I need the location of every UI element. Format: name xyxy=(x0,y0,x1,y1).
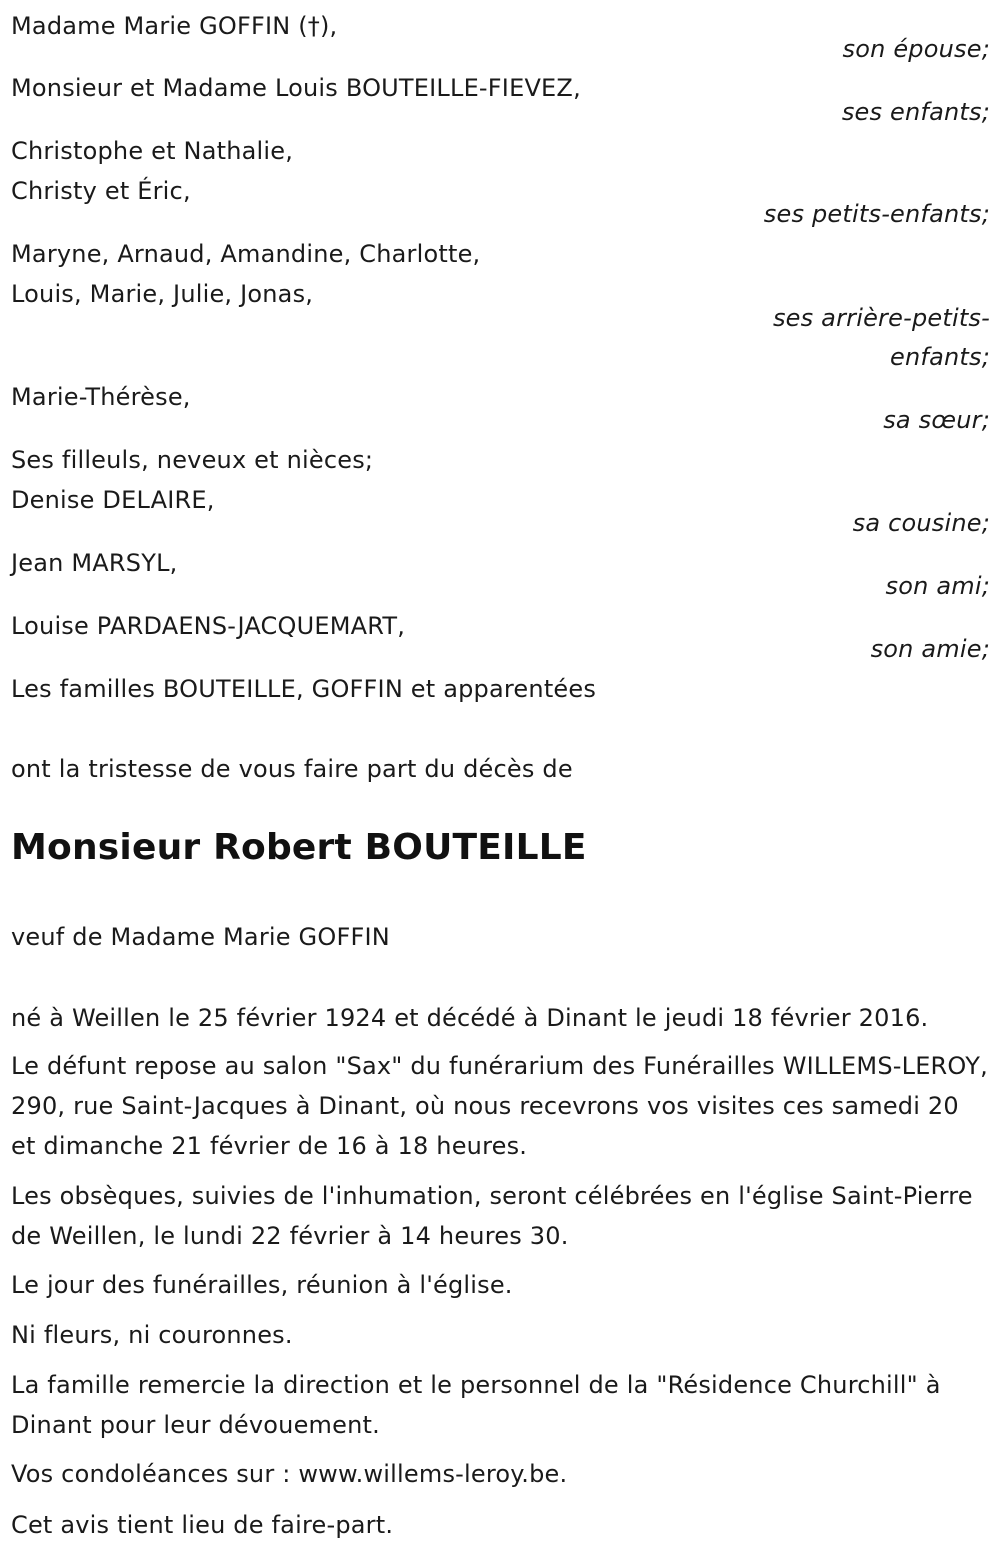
flowers-paragraph: Ni fleurs, ni couronnes. xyxy=(11,1321,293,1349)
family-line: Christophe et Nathalie, xyxy=(11,137,294,165)
family-line: Ses filleuls, neveux et nièces; xyxy=(11,446,374,474)
widower-line: veuf de Madame Marie GOFFIN xyxy=(11,923,390,951)
family-line: Madame Marie GOFFIN (†), xyxy=(11,12,338,40)
relation-label: enfants; xyxy=(890,343,990,371)
family-line: Denise DELAIRE, xyxy=(11,486,215,514)
notice-paragraph: Cet avis tient lieu de faire-part. xyxy=(11,1511,394,1539)
meeting-paragraph: Le jour des funérailles, réunion à l'église. xyxy=(11,1271,513,1299)
relation-label: sa sœur; xyxy=(883,406,990,434)
family-line: Marie-Thérèse, xyxy=(11,383,191,411)
announcement-text: ont la tristesse de vous faire part du décès de xyxy=(11,755,573,783)
family-line: Monsieur et Madame Louis BOUTEILLE-FIEVEZ, xyxy=(11,74,581,102)
birth-death-paragraph: né à Weillen le 25 février 1924 et décédé à Dinant le jeudi 18 février 2016. xyxy=(11,1004,929,1032)
family-line: Christy et Éric, xyxy=(11,177,191,205)
family-line: Maryne, Arnaud, Amandine, Charlotte, xyxy=(11,240,481,268)
deceased-name: Monsieur Robert BOUTEILLE xyxy=(11,827,587,868)
relation-label: ses arrière-petits- xyxy=(772,304,990,332)
relation-label: son ami; xyxy=(885,572,990,600)
relation-label: ses petits-enfants; xyxy=(763,200,990,228)
family-line: Louise PARDAENS-JACQUEMART, xyxy=(11,612,406,640)
relation-label: sa cousine; xyxy=(852,509,990,537)
family-line: Les familles BOUTEILLE, GOFFIN et apparentées xyxy=(11,675,597,703)
visitation-paragraph: Le défunt repose au salon "Sax" du funérarium des Funérailles WILLEMS-LEROY, 290, rue Saint-Jacques à Dinant, où nous recevrons vos visites ces samedi 20 et dimanche 21 février de 16 à 18 heures. xyxy=(11,1052,988,1160)
funeral-paragraph: Les obsèques, suivies de l'inhumation, seront célébrées en l'église Saint-Pierre de Weillen, le lundi 22 février à 14 heures 30. xyxy=(11,1182,973,1250)
thanks-paragraph: La famille remercie la direction et le personnel de la "Résidence Churchill" à Dinant pour leur dévouement. xyxy=(11,1371,941,1439)
relation-label: son amie; xyxy=(870,635,990,663)
family-line: Louis, Marie, Julie, Jonas, xyxy=(11,280,314,308)
relation-label: ses enfants; xyxy=(841,98,990,126)
relation-label: son épouse; xyxy=(842,35,990,63)
family-line: Jean MARSYL, xyxy=(11,549,178,577)
condolences-paragraph: Vos condoléances sur : www.willems-leroy.be. xyxy=(11,1460,568,1488)
